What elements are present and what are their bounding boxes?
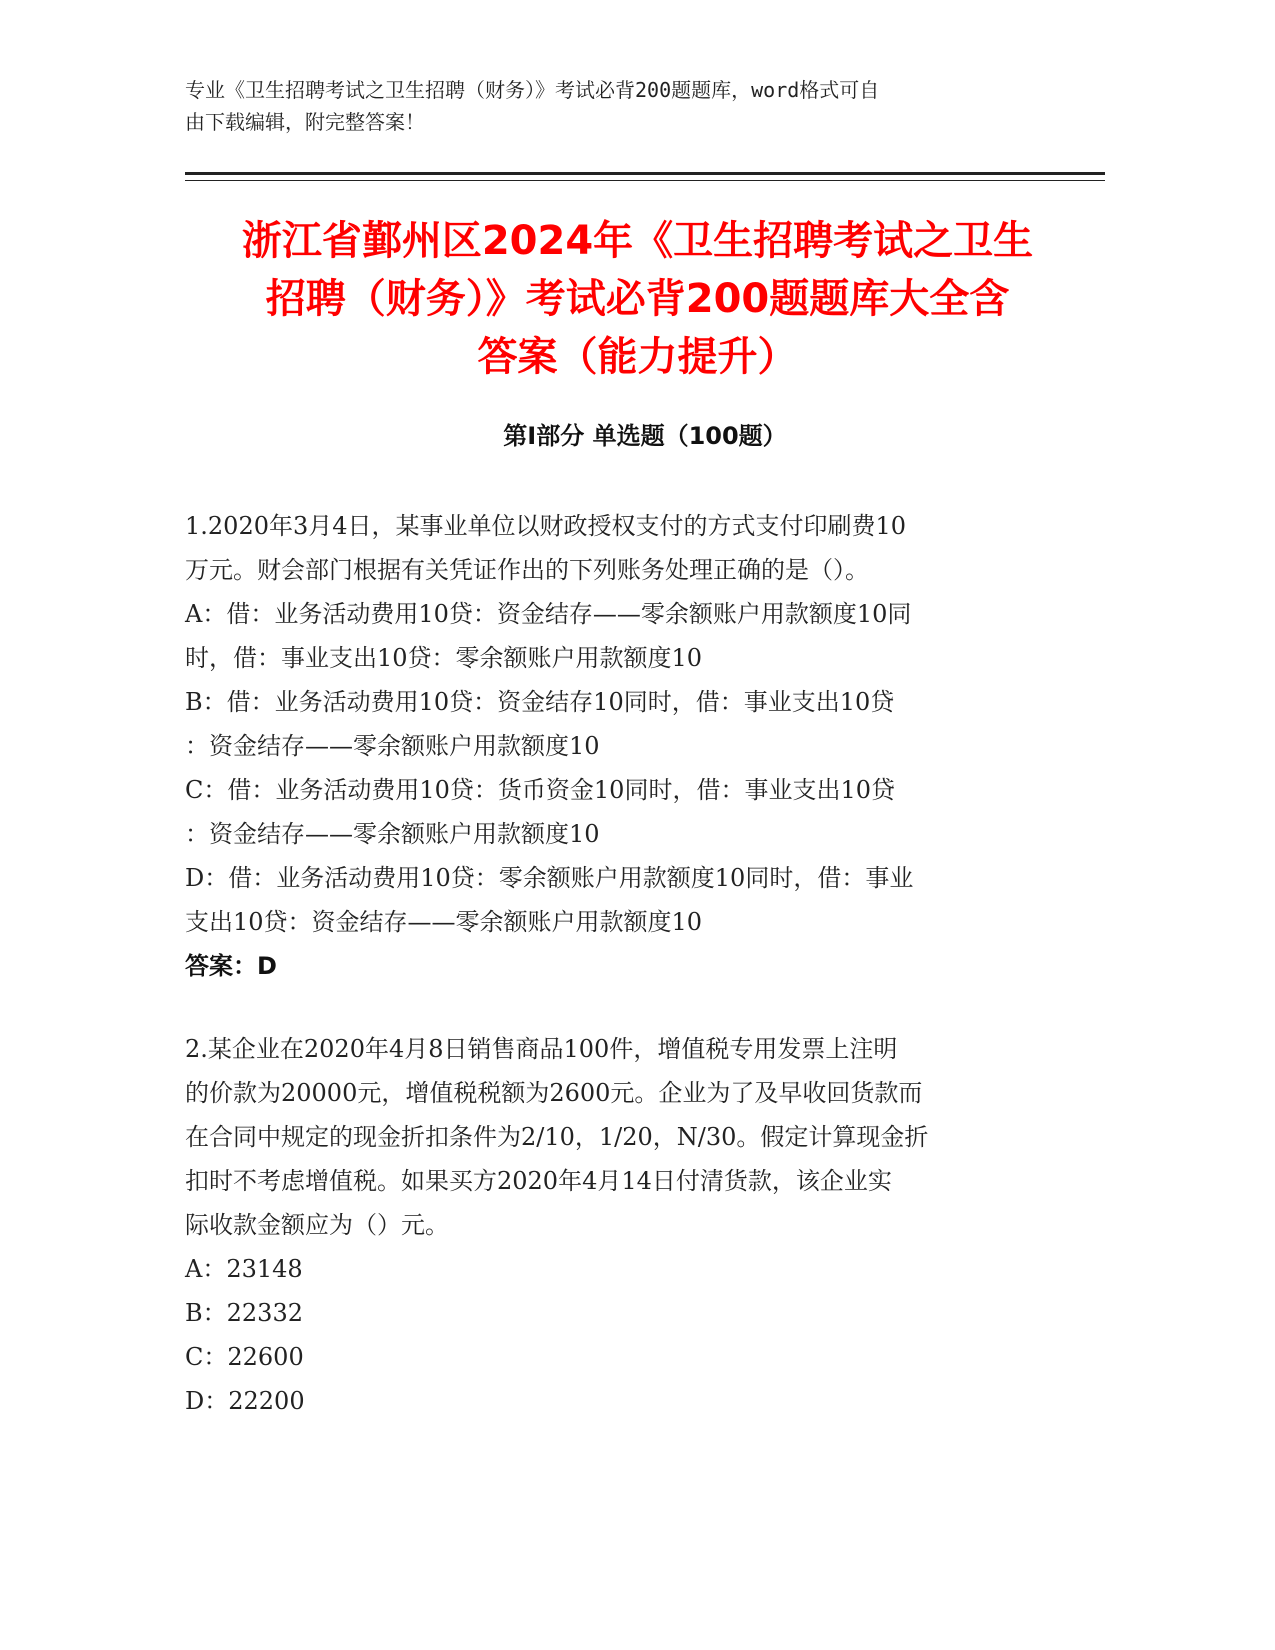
header-note-line: 专业《卫生招聘考试之卫生招聘（财务）》考试必背200题题库，word格式可自: [185, 78, 880, 102]
option-c-continued: ：资金结存——零余额账户用款额度10: [185, 820, 600, 848]
header-note: [185, 74, 1065, 138]
option-d: D：22200: [185, 1387, 305, 1415]
header-note-line: 由下载编辑，附完整答案！: [185, 110, 425, 134]
option-c: C：借：业务活动费用10贷：货币资金10同时，借：事业支出10贷: [185, 776, 895, 804]
option-c: C：22600: [185, 1343, 304, 1371]
option-d: D：借：业务活动费用10贷：零余额账户用款额度10同时，借：事业: [185, 864, 914, 892]
question-text-line: 的价款为20000元，增值税税额为2600元。企业为了及早收回货款而: [185, 1079, 923, 1107]
header-divider-thick: [185, 172, 1105, 175]
option-a-continued: 时，借：事业支出10贷：零余额账户用款额度10: [185, 644, 703, 672]
option-b-continued: ：资金结存——零余额账户用款额度10: [185, 732, 600, 760]
question-1: [185, 504, 1045, 988]
option-a: A：23148: [185, 1255, 303, 1283]
option-b: B：22332: [185, 1299, 303, 1327]
option-b: B：借：业务活动费用10贷：资金结存10同时，借：事业支出10贷: [185, 688, 895, 716]
title-line: 招聘（财务）》考试必背200题题库大全含: [265, 276, 1010, 322]
question-text-line: 际收款金额应为（）元。: [185, 1211, 449, 1239]
answer-label: 答案：D: [185, 952, 277, 980]
section-heading: 第I部分 单选题（100题）: [503, 422, 787, 450]
question-2: [185, 1027, 1045, 1423]
title-line: 浙江省鄞州区2024年《卫生招聘考试之卫生: [241, 218, 1034, 264]
header-divider-thin: [185, 180, 1105, 181]
question-text-line: 扣时不考虑增值税。如果买方2020年4月14日付清货款，该企业实: [185, 1167, 892, 1195]
document-title: [170, 212, 1105, 386]
option-d-continued: 支出10贷：资金结存——零余额账户用款额度10: [185, 908, 703, 936]
option-a: A：借：业务活动费用10贷：资金结存——零余额账户用款额度10同: [185, 600, 912, 628]
question-text-line: 2.某企业在2020年4月8日销售商品100件，增值税专用发票上注明: [185, 1035, 898, 1063]
question-text-line: 万元。财会部门根据有关凭证作出的下列账务处理正确的是（）。: [185, 556, 869, 584]
title-line: 答案（能力提升）: [477, 334, 798, 380]
question-text-line: 在合同中规定的现金折扣条件为2/10，1/20，N/30。假定计算现金折: [185, 1123, 929, 1151]
question-text-line: 1.2020年3月4日，某事业单位以财政授权支付的方式支付印刷费10: [185, 512, 907, 540]
